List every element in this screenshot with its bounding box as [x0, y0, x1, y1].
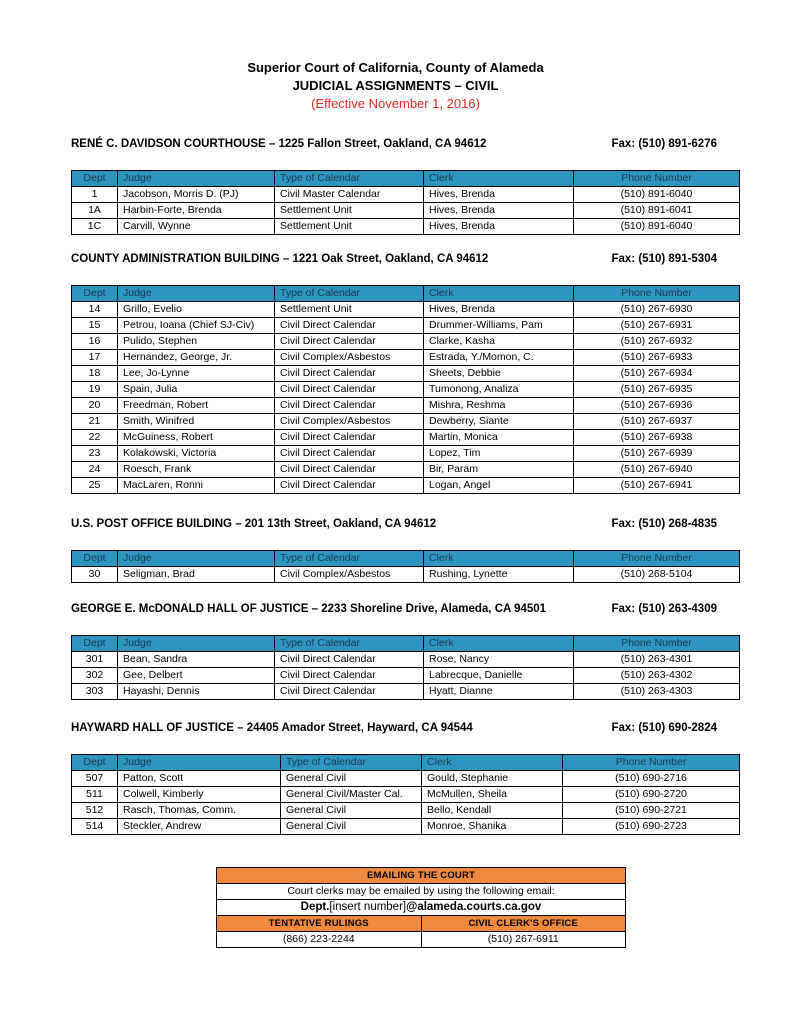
- tentative-rulings-phone: (866) 223-2244: [217, 932, 422, 948]
- cell-phone: (510) 690-2716: [563, 771, 740, 787]
- cell-phone: (510) 267-6930: [574, 302, 740, 318]
- cell-dept: 301: [72, 652, 118, 668]
- cell-calendar: Civil Direct Calendar: [275, 366, 424, 382]
- cell-judge: Grillo, Evelio: [118, 302, 275, 318]
- location-address: HAYWARD HALL OF JUSTICE – 24405 Amador Street, Hayward, CA 94544: [71, 722, 473, 734]
- cell-dept: 19: [72, 382, 118, 398]
- table-row: [72, 398, 740, 414]
- column-header-calendar: Type of Calendar: [275, 636, 424, 652]
- column-header-judge: Judge: [118, 286, 275, 302]
- table-row: [72, 366, 740, 382]
- cell-dept: 16: [72, 334, 118, 350]
- location-line: [71, 603, 739, 621]
- effective-date: (Effective November 1, 2016): [311, 96, 480, 111]
- location-line: [71, 518, 739, 536]
- cell-dept: 17: [72, 350, 118, 366]
- cell-judge: Colwell, Kimberly: [118, 787, 281, 803]
- table-row: [72, 203, 740, 219]
- cell-calendar: General Civil: [281, 819, 422, 835]
- assignments-table: [71, 285, 740, 494]
- cell-judge: Hayashi, Dennis: [118, 684, 275, 700]
- column-header-judge: Judge: [118, 636, 275, 652]
- location-line: [71, 138, 739, 156]
- location-address: COUNTY ADMINISTRATION BUILDING – 1221 Oak Street, Oakland, CA 94612: [71, 253, 489, 265]
- cell-clerk: Labrecque, Danielle: [424, 668, 574, 684]
- cell-phone: (510) 263-4301: [574, 652, 740, 668]
- cell-dept: 24: [72, 462, 118, 478]
- cell-clerk: Bir, Param: [424, 462, 574, 478]
- cell-calendar: Civil Direct Calendar: [275, 478, 424, 494]
- cell-clerk: Estrada, Y./Momon, C.: [424, 350, 574, 366]
- cell-judge: Spain, Julia: [118, 382, 275, 398]
- column-header-phone: Phone Number: [563, 755, 740, 771]
- table-row: [72, 219, 740, 235]
- table-header-row: [72, 636, 740, 652]
- cell-calendar: Civil Direct Calendar: [275, 462, 424, 478]
- cell-dept: 22: [72, 430, 118, 446]
- cell-calendar: Civil Direct Calendar: [275, 318, 424, 334]
- cell-calendar: General Civil: [281, 803, 422, 819]
- cell-dept: 1: [72, 187, 118, 203]
- column-header-clerk: Clerk: [424, 286, 574, 302]
- cell-clerk: Monroe, Shanika: [422, 819, 563, 835]
- cell-dept: 25: [72, 478, 118, 494]
- cell-phone: (510) 267-6937: [574, 414, 740, 430]
- cell-judge: Petrou, Ioana (Chief SJ-Civ): [118, 318, 275, 334]
- location-address: U.S. POST OFFICE BUILDING – 201 13th Street, Oakland, CA 94612: [71, 518, 437, 530]
- email-insert: [insert number]: [329, 901, 407, 913]
- location-section: [71, 518, 739, 583]
- cell-judge: Pulido, Stephen: [118, 334, 275, 350]
- cell-clerk: Logan, Angel: [424, 478, 574, 494]
- cell-phone: (510) 891-6040: [574, 219, 740, 235]
- column-header-dept: Dept: [72, 286, 118, 302]
- cell-phone: (510) 267-6940: [574, 462, 740, 478]
- location-section: [71, 253, 739, 494]
- cell-judge: Carvill, Wynne: [118, 219, 275, 235]
- cell-calendar: Civil Complex/Asbestos: [275, 414, 424, 430]
- cell-clerk: Martin, Monica: [424, 430, 574, 446]
- cell-judge: Bean, Sandra: [118, 652, 275, 668]
- table-row: [72, 803, 740, 819]
- table-row: [72, 652, 740, 668]
- location-fax: Fax: (510) 891-5304: [611, 253, 717, 265]
- cell-judge: Seligman, Brad: [118, 567, 275, 583]
- cell-dept: 1A: [72, 203, 118, 219]
- cell-judge: Steckler, Andrew: [118, 819, 281, 835]
- cell-phone: (510) 267-6935: [574, 382, 740, 398]
- cell-judge: Smith, Winifred: [118, 414, 275, 430]
- cell-clerk: Mishra, Reshma: [424, 398, 574, 414]
- cell-calendar: Civil Direct Calendar: [275, 684, 424, 700]
- cell-clerk: Tumonong, Analiza: [424, 382, 574, 398]
- cell-calendar: Civil Complex/Asbestos: [275, 567, 424, 583]
- tentative-rulings-label: TENTATIVE RULINGS: [217, 916, 422, 932]
- cell-dept: 15: [72, 318, 118, 334]
- table-row: [72, 478, 740, 494]
- cell-clerk: McMullen, Sheila: [422, 787, 563, 803]
- cell-clerk: Drummer-Williams, Pam: [424, 318, 574, 334]
- column-header-clerk: Clerk: [424, 171, 574, 187]
- cell-clerk: Rose, Nancy: [424, 652, 574, 668]
- cell-clerk: Hives, Brenda: [424, 203, 574, 219]
- cell-clerk: Hives, Brenda: [424, 302, 574, 318]
- cell-dept: 20: [72, 398, 118, 414]
- cell-calendar: Civil Direct Calendar: [275, 430, 424, 446]
- cell-phone: (510) 267-6941: [574, 478, 740, 494]
- cell-calendar: General Civil: [281, 771, 422, 787]
- table-row: [72, 446, 740, 462]
- email-box-title: EMAILING THE COURT: [217, 868, 626, 884]
- cell-calendar: Settlement Unit: [275, 219, 424, 235]
- cell-clerk: Hyatt, Dianne: [424, 684, 574, 700]
- email-prefix: Dept.: [300, 901, 330, 913]
- court-name: Superior Court of California, County of Alameda: [247, 60, 544, 75]
- table-row: [72, 350, 740, 366]
- location-address: RENÉ C. DAVIDSON COURTHOUSE – 1225 Fallon Street, Oakland, CA 94612: [71, 138, 487, 150]
- cell-dept: 511: [72, 787, 118, 803]
- cell-clerk: Dewberry, Siante: [424, 414, 574, 430]
- column-header-phone: Phone Number: [574, 171, 740, 187]
- cell-phone: (510) 267-6931: [574, 318, 740, 334]
- cell-dept: 303: [72, 684, 118, 700]
- cell-phone: (510) 268-5104: [574, 567, 740, 583]
- column-header-calendar: Type of Calendar: [281, 755, 422, 771]
- cell-phone: (510) 267-6938: [574, 430, 740, 446]
- document-header: [0, 59, 791, 113]
- table-row: [72, 567, 740, 583]
- column-header-dept: Dept: [72, 636, 118, 652]
- cell-calendar: Civil Direct Calendar: [275, 382, 424, 398]
- table-row: [72, 414, 740, 430]
- cell-judge: Lee, Jo-Lynne: [118, 366, 275, 382]
- cell-phone: (510) 690-2721: [563, 803, 740, 819]
- table-row: [72, 334, 740, 350]
- cell-clerk: Sheets, Debbie: [424, 366, 574, 382]
- cell-judge: Patton, Scott: [118, 771, 281, 787]
- email-address: [217, 900, 626, 916]
- column-header-phone: Phone Number: [574, 636, 740, 652]
- cell-phone: (510) 267-6939: [574, 446, 740, 462]
- cell-judge: Jacobson, Morris D. (PJ): [118, 187, 275, 203]
- cell-phone: (510) 267-6934: [574, 366, 740, 382]
- email-table: [216, 867, 626, 948]
- column-header-dept: Dept: [72, 755, 118, 771]
- column-header-dept: Dept: [72, 551, 118, 567]
- cell-phone: (510) 690-2723: [563, 819, 740, 835]
- cell-phone: (510) 263-4302: [574, 668, 740, 684]
- cell-clerk: Gould, Stephanie: [422, 771, 563, 787]
- cell-judge: Kolakowski, Victoria: [118, 446, 275, 462]
- cell-phone: (510) 267-6936: [574, 398, 740, 414]
- cell-calendar: Settlement Unit: [275, 203, 424, 219]
- cell-dept: 18: [72, 366, 118, 382]
- cell-dept: 512: [72, 803, 118, 819]
- cell-clerk: Hives, Brenda: [424, 187, 574, 203]
- assignments-table: [71, 635, 740, 700]
- table-row: [72, 187, 740, 203]
- column-header-judge: Judge: [118, 551, 275, 567]
- column-header-calendar: Type of Calendar: [275, 171, 424, 187]
- cell-phone: (510) 263-4303: [574, 684, 740, 700]
- column-header-calendar: Type of Calendar: [275, 286, 424, 302]
- cell-phone: (510) 267-6932: [574, 334, 740, 350]
- cell-judge: Gee, Delbert: [118, 668, 275, 684]
- cell-judge: Hernandez, George, Jr.: [118, 350, 275, 366]
- column-header-phone: Phone Number: [574, 551, 740, 567]
- cell-dept: 23: [72, 446, 118, 462]
- cell-phone: (510) 267-6933: [574, 350, 740, 366]
- column-header-clerk: Clerk: [424, 636, 574, 652]
- table-row: [72, 430, 740, 446]
- cell-calendar: Civil Direct Calendar: [275, 398, 424, 414]
- column-header-dept: Dept: [72, 171, 118, 187]
- table-header-row: [72, 286, 740, 302]
- location-fax: Fax: (510) 263-4309: [611, 603, 717, 615]
- assignments-table: [71, 754, 740, 835]
- cell-dept: 14: [72, 302, 118, 318]
- table-row: [72, 684, 740, 700]
- location-section: [71, 722, 739, 835]
- location-fax: Fax: (510) 891-6276: [611, 138, 717, 150]
- location-address: GEORGE E. McDONALD HALL OF JUSTICE – 2233 Shoreline Drive, Alameda, CA 94501: [71, 603, 547, 615]
- table-header-row: [72, 171, 740, 187]
- cell-calendar: Civil Direct Calendar: [275, 334, 424, 350]
- table-header-row: [72, 551, 740, 567]
- cell-clerk: Lopez, Tim: [424, 446, 574, 462]
- cell-clerk: Hives, Brenda: [424, 219, 574, 235]
- cell-dept: 514: [72, 819, 118, 835]
- column-header-clerk: Clerk: [422, 755, 563, 771]
- cell-judge: Harbin-Forte, Brenda: [118, 203, 275, 219]
- cell-calendar: Civil Direct Calendar: [275, 668, 424, 684]
- cell-calendar: General Civil/Master Cal.: [281, 787, 422, 803]
- cell-calendar: Civil Complex/Asbestos: [275, 350, 424, 366]
- cell-clerk: Rushing, Lynette: [424, 567, 574, 583]
- civil-clerk-office-label: CIVIL CLERK'S OFFICE: [421, 916, 626, 932]
- table-row: [72, 302, 740, 318]
- assignments-table: [71, 550, 740, 583]
- cell-dept: 302: [72, 668, 118, 684]
- cell-calendar: Settlement Unit: [275, 302, 424, 318]
- cell-calendar: Civil Direct Calendar: [275, 446, 424, 462]
- cell-judge: MacLaren, Ronni: [118, 478, 275, 494]
- table-header-row: [72, 755, 740, 771]
- table-row: [72, 787, 740, 803]
- cell-judge: Freedman, Robert: [118, 398, 275, 414]
- document-title: JUDICIAL ASSIGNMENTS – CIVIL: [292, 78, 499, 93]
- column-header-judge: Judge: [118, 171, 275, 187]
- email-instructions: Court clerks may be emailed by using the following email:: [217, 884, 626, 900]
- cell-judge: Roesch, Frank: [118, 462, 275, 478]
- cell-clerk: Bello, Kendall: [422, 803, 563, 819]
- cell-phone: (510) 690-2720: [563, 787, 740, 803]
- location-line: [71, 253, 739, 271]
- email-info-box: [216, 867, 626, 948]
- column-header-calendar: Type of Calendar: [275, 551, 424, 567]
- column-header-judge: Judge: [118, 755, 281, 771]
- location-line: [71, 722, 739, 740]
- cell-calendar: Civil Master Calendar: [275, 187, 424, 203]
- table-row: [72, 771, 740, 787]
- cell-dept: 21: [72, 414, 118, 430]
- cell-phone: (510) 891-6040: [574, 187, 740, 203]
- civil-clerk-office-phone: (510) 267-6911: [421, 932, 626, 948]
- table-row: [72, 382, 740, 398]
- location-section: [71, 138, 739, 235]
- cell-judge: McGuiness, Robert: [118, 430, 275, 446]
- email-suffix: @alameda.courts.ca.gov: [406, 901, 542, 913]
- table-row: [72, 462, 740, 478]
- table-row: [72, 318, 740, 334]
- location-fax: Fax: (510) 268-4835: [611, 518, 717, 530]
- cell-dept: 507: [72, 771, 118, 787]
- cell-dept: 1C: [72, 219, 118, 235]
- cell-judge: Rasch, Thomas, Comm.: [118, 803, 281, 819]
- cell-clerk: Clarke, Kasha: [424, 334, 574, 350]
- location-section: [71, 603, 739, 700]
- cell-phone: (510) 891-6041: [574, 203, 740, 219]
- column-header-phone: Phone Number: [574, 286, 740, 302]
- assignments-table: [71, 170, 740, 235]
- table-row: [72, 668, 740, 684]
- cell-dept: 30: [72, 567, 118, 583]
- location-fax: Fax: (510) 690-2824: [611, 722, 717, 734]
- table-row: [72, 819, 740, 835]
- column-header-clerk: Clerk: [424, 551, 574, 567]
- cell-calendar: Civil Direct Calendar: [275, 652, 424, 668]
